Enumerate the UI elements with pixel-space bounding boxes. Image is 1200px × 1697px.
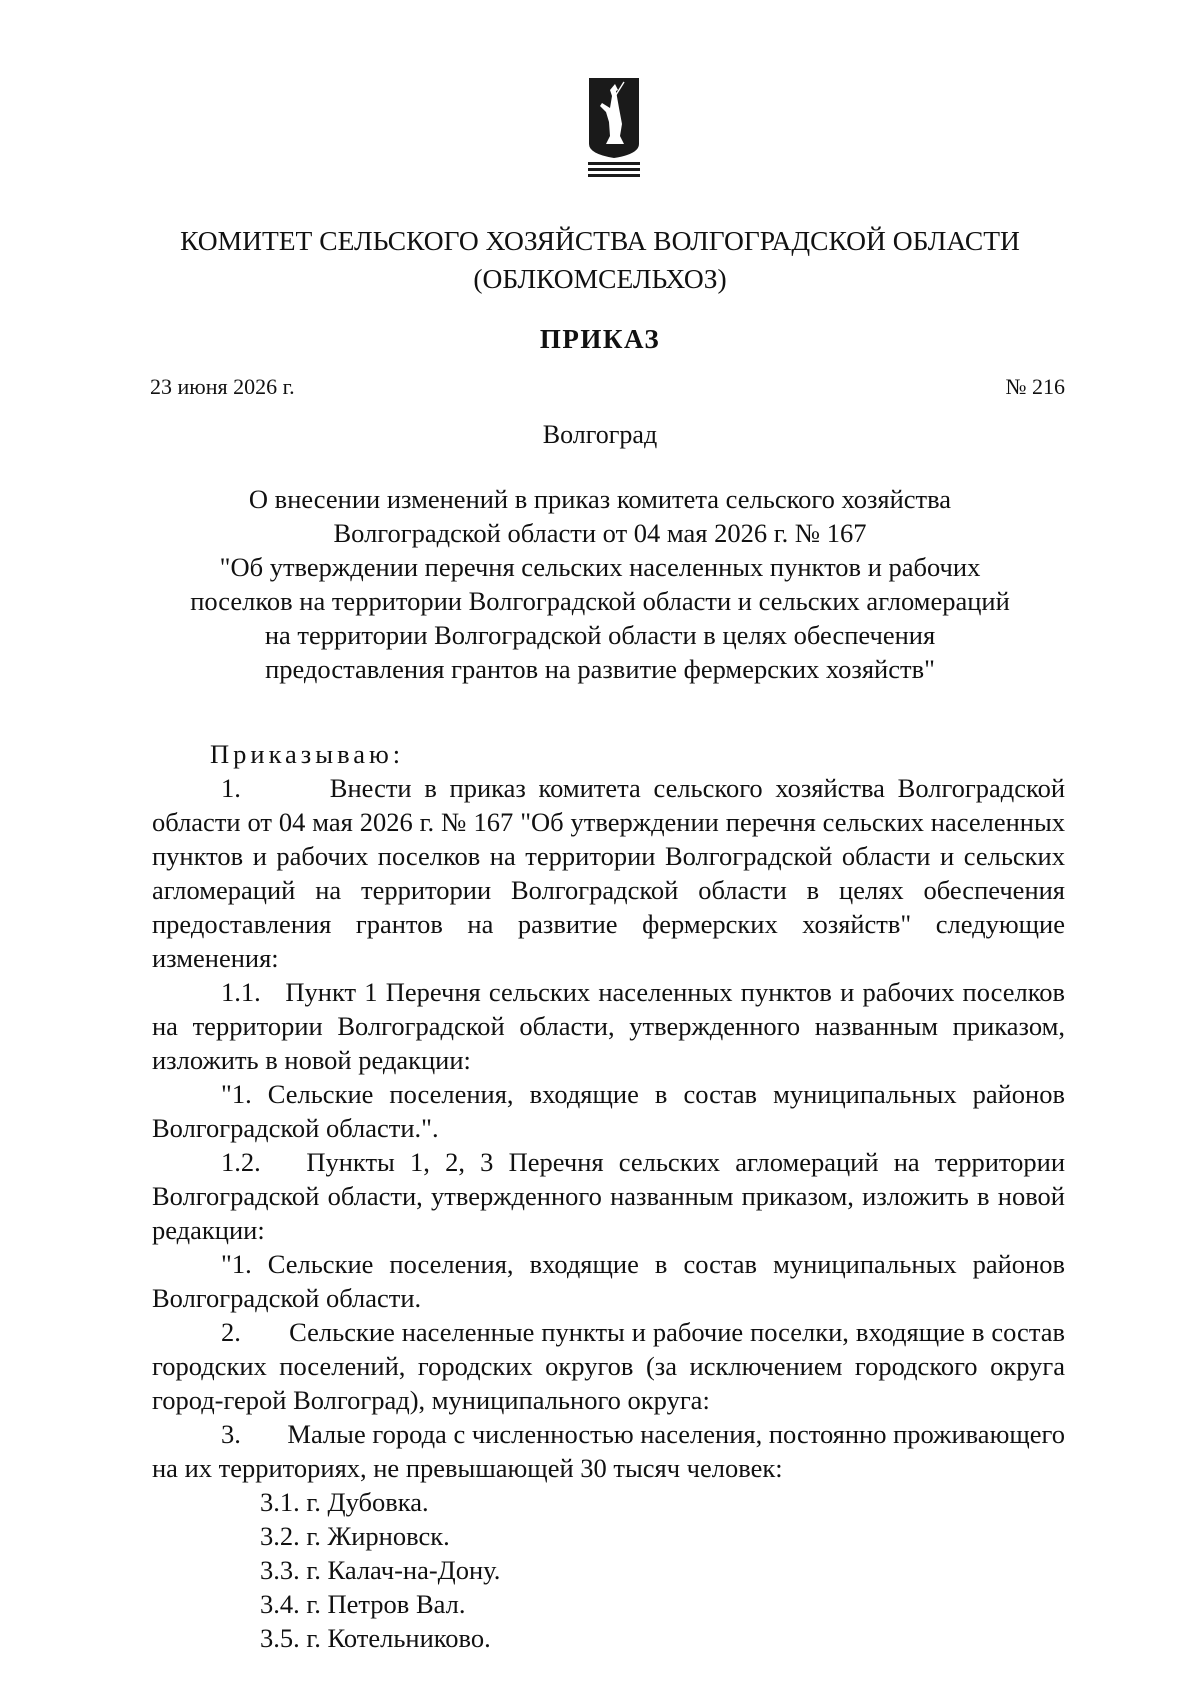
paragraph-1-2: 1.2. Пункты 1, 2, 3 Перечня сельских агломераций на территории Волгоградской области, утвержденного названным приказом, изложить в новой редакции: (152, 1147, 1065, 1245)
paragraph-1: 1. Внести в приказ комитета сельского хозяйства Волгоградской области от 04 мая 2026 г. № 167 "Об утверждении перечня сельских населенных пунктов и рабочих поселков на территории Волгоградской области и сельских агломераций на территории Волгоградской области в целях обеспечения предоставления грантов на развитие фермерских хозяйств" следующие изменения: (152, 773, 1065, 973)
subject-line: "Об утверждении перечня сельских населенных пунктов и рабочих (219, 552, 981, 582)
list-item: 3.3. г. Калач-на-Дону. (260, 1555, 501, 1585)
paragraph-2: 2. Сельские населенные пункты и рабочие поселки, входящие в состав городских поселений, городских округов (за исключением городского округа город-герой Волгоград), муниципального округа: (152, 1317, 1065, 1415)
small-towns-list (152, 1485, 1065, 1655)
list-item: 3.2. г. Жирновск. (260, 1521, 450, 1551)
date-number-row (150, 370, 1065, 404)
list-item: 3.4. г. Петров Вал. (260, 1589, 466, 1619)
organization-name (0, 222, 1200, 298)
subject-line: на территории Волгоградской области в целях обеспечения (264, 620, 936, 650)
document-city: Волгоград (542, 420, 658, 449)
paragraph-3: 3. Малые города с численностью населения, постоянно проживающего на их территориях, не превышающей 30 тысяч человек: (152, 1419, 1065, 1483)
paragraph-1-1: 1.1. Пункт 1 Перечня сельских населенных пунктов и рабочих поселков на территории Волгоградской области, утвержденного названным приказом, изложить в новой редакции: (152, 977, 1065, 1075)
paragraph-1-1-quote: "1. Сельские поселения, входящие в состав муниципальных районов Волгоградской области.". (152, 1079, 1065, 1143)
document-type: ПРИКАЗ (539, 324, 661, 354)
organization-short-name: (ОБЛКОМСЕЛЬХОЗ) (473, 263, 727, 294)
list-item: 3.1. г. Дубовка. (260, 1487, 429, 1517)
list-item: 3.5. г. Котельниково. (260, 1623, 491, 1653)
subject-line: предоставления грантов на развитие фермерских хозяйств" (265, 654, 935, 684)
order-word: Приказываю: (210, 739, 405, 769)
organization-name-line: КОМИТЕТ СЕЛЬСКОГО ХОЗЯЙСТВА ВОЛГОГРАДСКОЙ ОБЛАСТИ (180, 225, 1020, 256)
subject-line: Волгоградской области от 04 мая 2026 г. № 167 (333, 518, 867, 548)
document-date: 23 июня 2026 г. (150, 374, 295, 399)
document-number: № 216 (1005, 374, 1065, 399)
volgograd-coat-of-arms-icon (588, 78, 640, 178)
subject-line: О внесении изменений в приказ комитета сельского хозяйства (248, 484, 952, 514)
document-body (152, 737, 1065, 1655)
paragraph-1-2-quote: "1. Сельские поселения, входящие в состав муниципальных районов Волгоградской области. (152, 1249, 1065, 1313)
subject-line: поселков на территории Волгоградской области и сельских агломераций (190, 586, 1010, 616)
document-subject (0, 482, 1200, 686)
